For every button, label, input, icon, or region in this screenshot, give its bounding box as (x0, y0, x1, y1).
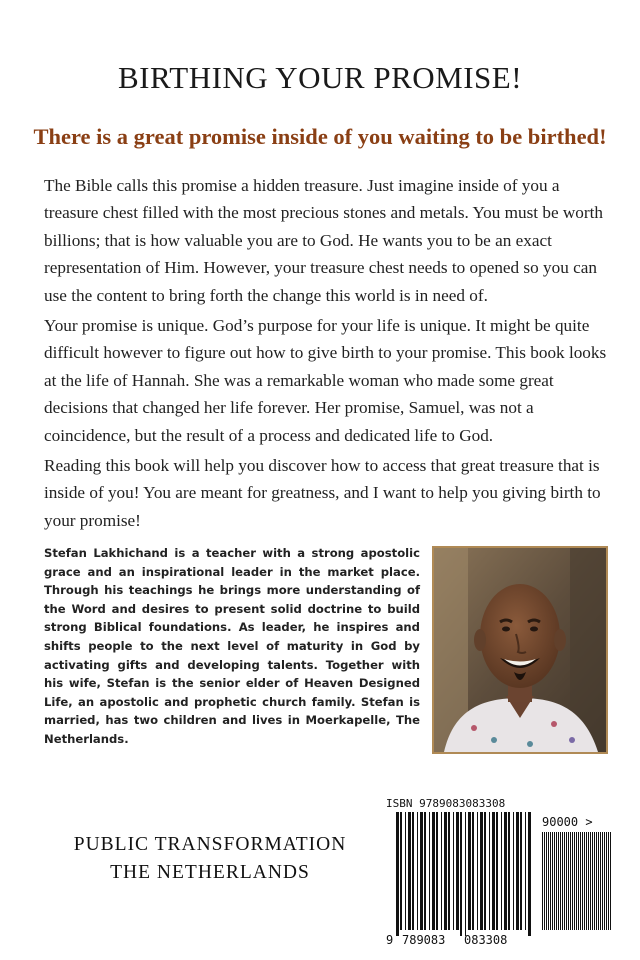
barcode-bar (564, 832, 565, 930)
barcode-bar (444, 812, 447, 930)
publisher-line-2: THE NETHERLANDS (110, 862, 310, 883)
barcode-bar (584, 832, 585, 930)
barcode-bar (400, 812, 402, 930)
barcode-bar (610, 832, 611, 930)
barcode-bar (468, 812, 471, 930)
barcode-bar (496, 812, 498, 930)
ean-digits-group-1: 789083 (402, 933, 446, 947)
barcode-bar (504, 812, 507, 930)
barcode-bar (592, 832, 593, 930)
barcode-bar (448, 812, 450, 930)
barcode-bar (588, 832, 589, 930)
barcode-bar (477, 812, 478, 930)
barcode-bar (396, 812, 399, 936)
barcode-bar (424, 812, 426, 930)
barcode-bar (600, 832, 601, 930)
barcode-bar (590, 832, 591, 930)
barcode-bar (420, 812, 423, 930)
barcode-bar (528, 812, 531, 936)
blurb-paragraph-3: Reading this book will help you discover how to access that great treasure that is inside of you! You are meant for greatness, and I want to help you giving birth to your promise! (44, 456, 601, 530)
barcode-bar (480, 812, 483, 930)
barcode-bar (453, 812, 454, 930)
isbn-label: ISBN 9789083083308 (386, 797, 506, 810)
barcode-bar (596, 832, 597, 930)
barcode-bar (441, 812, 442, 930)
barcode-bar (408, 812, 411, 930)
barcode-bar (429, 812, 430, 930)
barcode-bar (558, 832, 559, 930)
barcode-bar (594, 832, 595, 930)
ean-digits-group-2: 083308 (464, 933, 508, 947)
barcode-bar (489, 812, 490, 930)
barcode-bar (568, 832, 569, 930)
barcode-bar (436, 812, 438, 930)
barcode-bar (542, 832, 543, 930)
author-photo (432, 546, 608, 754)
barcode-bar (586, 832, 587, 930)
barcode-bar (501, 812, 502, 930)
barcode-bar (456, 812, 459, 930)
book-title: BIRTHING YOUR PROMISE! (117, 60, 523, 95)
barcode-bar (566, 832, 567, 930)
barcode-bar (508, 812, 510, 930)
barcode-bar (580, 832, 581, 930)
barcode-bar (576, 832, 577, 930)
ean-first-digit: 9 (386, 933, 394, 947)
barcode-bar (472, 812, 474, 930)
barcode-bar (598, 832, 599, 930)
barcode-bar (560, 832, 561, 930)
addon-bars (542, 832, 611, 930)
barcode-bar (546, 832, 547, 930)
barcode-bar (516, 812, 519, 930)
barcode-bar (484, 812, 486, 930)
isbn-barcode (384, 796, 616, 948)
barcode-bar (492, 812, 495, 930)
barcode-bar (562, 832, 563, 930)
barcode-bar (570, 832, 571, 930)
barcode-bar (602, 832, 603, 930)
barcode-bar (582, 832, 583, 930)
barcode-bar (465, 812, 466, 936)
barcode-bar (604, 832, 605, 930)
barcode-bar (520, 812, 522, 930)
barcode-bar (608, 832, 609, 930)
barcode-bar (606, 832, 607, 930)
barcode-bar (550, 832, 551, 930)
barcode-bar (525, 812, 526, 930)
barcode-bar (556, 832, 557, 930)
publisher-line-1: PUBLIC TRANSFORMATION (73, 834, 347, 855)
barcode-bar (405, 812, 406, 930)
barcode-bar (412, 812, 414, 930)
blurb-paragraph-1: The Bible calls this promise a hidden treasure. Just imagine inside of you a treasure chest filled with the most precious stones and metals. You must be worth billions; that is how valuable you are to God. He wants you to be an exact representation of Him. However, your treasure chest needs to opened so you can use the content to bring forth the change this world is in need of. (44, 176, 603, 305)
book-subtitle: There is a great promise inside of you waiting to be birthed! (33, 124, 607, 149)
price-code: 90000 > (542, 815, 593, 829)
barcode-bar (544, 832, 545, 930)
barcode-bar (513, 812, 514, 930)
blurb-paragraph-2: Your promise is unique. God’s purpose for your life is unique. It might be quite difficult however to figure out how to give birth to your promise. This book looks at the life of Hannah. She was a remarkable woman who made some great decisions that changed her life forever. Her promise, Samuel, was not a coincidence, but the result of a process and dedicated life to God. (44, 316, 607, 445)
barcode-bar (574, 832, 575, 930)
barcode-bar (417, 812, 418, 930)
author-bio: Stefan Lakhichand is a teacher with a strong apostolic grace and an inspirational leader in the market place. Through his teachings he brings more understanding of the Word and desires to present solid doctrine to build strong Biblical foundations. As leader, he inspires and shifts people to the next level of maturity in God by activating gifts and developing talents. Together with his wife, Stefan is the senior elder of Heaven Designed Life, an apostolic and prophetic church family. Stefan is married, has two children and lives in Moerkapelle, The Netherlands. (44, 546, 420, 746)
barcode-bar (432, 812, 435, 930)
barcode-bar (552, 832, 553, 930)
barcode-bar (460, 812, 462, 936)
barcode-bar (554, 832, 555, 930)
barcode-bar (572, 832, 573, 930)
barcode-bar (548, 832, 549, 930)
barcode-bar (578, 832, 579, 930)
